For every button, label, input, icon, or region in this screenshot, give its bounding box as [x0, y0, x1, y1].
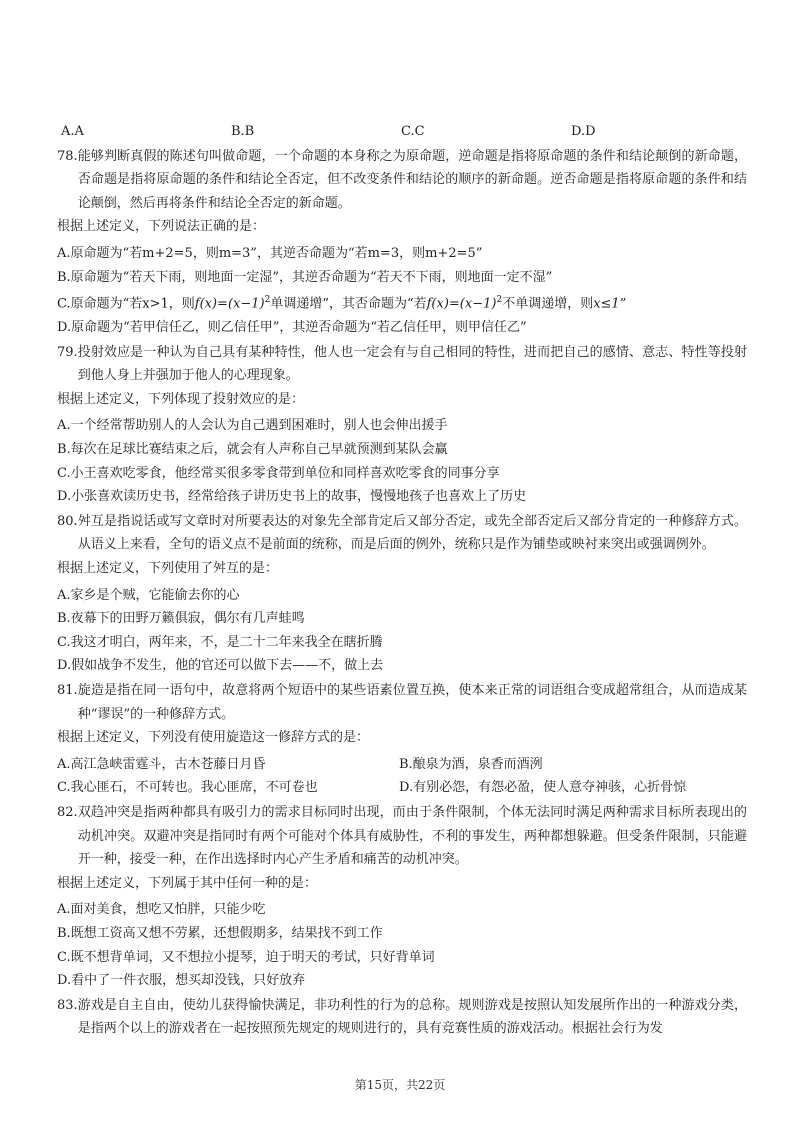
question-text: 78.能够判断真假的陈述句叫做命题，一个命题的本身称之为原命题，逆命题是指将原命题的条件和结论颠倒的新命题，否命题是指将原命题的条件和结论全否定，但不改变条件和结论的顺序的新命题。逆否命题是指将原命题的条件和结论颠倒，然后再将条件和结论全否定的新命题。: [57, 148, 747, 211]
question-80: [57, 510, 747, 678]
option-b: B.原命题为“若天下雨，则地面一定湿”，其逆否命题为“若天不下雨，则地面一定不湿”: [57, 269, 553, 285]
page-content: [57, 120, 747, 1042]
option-c: C.C: [401, 124, 425, 139]
option-a: A.面对美食，想吃又怕胖，只能少吃: [57, 902, 266, 918]
formula: f(x)=(x−1): [194, 296, 265, 312]
question-text: 82.双趋冲突是指两种都具有吸引力的需求目标同时出现，而由于条件限制，个体无法同时满足两种需求目标所表现出的动机冲突。双避冲突是指同时有两个可能对个体具有威胁性，不利的事发生，两种都想躲避。但受条件限制，只能避开一种，接受一种，在作出选择时内心产生矛盾和痛苦的动机冲突。: [57, 804, 747, 868]
question-text: 79.投射效应是一种认为自己具有某种特性，他人也一定会有与自己相同的特性，进而把自己的感情、意志、特性等投射到他人身上并强加于他人的心理现象。: [57, 344, 747, 384]
question-stem: 根据上述定义，下列没有使用旋造这一修辞方式的是：: [57, 730, 370, 746]
page-number: 第15页，共22页: [354, 1078, 446, 1092]
option-d: D.有别必怨，有怨必盈，使人意夺神骇，心折骨惊: [399, 780, 687, 796]
question-82: [57, 801, 747, 993]
option-d: D.原命题为“若甲信任乙，则乙信任甲”，其逆否命题为“若乙信任甲，则甲信任乙”: [57, 320, 527, 336]
option-d: D.D: [571, 124, 596, 139]
option-a: A.高江急峡雷霆斗，古木苍藤日月昏: [57, 756, 266, 772]
question-81: [57, 679, 747, 800]
option-a: A.家乡是个贼，它能偷去你的心: [57, 587, 240, 603]
option-c: C.既不想背单词，又不想拉小提琴，迫于明天的考试，只好背单词: [57, 949, 435, 965]
option-c: C.我心匪石，不可转也。我心匪席，不可卷也: [57, 780, 318, 796]
question-text: 83.游戏是自主自由，使幼儿获得愉快满足，非功利性的行为的总称。规则游戏是按照认知发展所作出的一种游戏分类，是指两个以上的游戏者在一起按照预先规定的规则进行的，具有竞赛性质的游戏活动。根据社会行为发: [57, 997, 747, 1037]
option-a: A.一个经常帮助别人的人会认为自己遇到困难时，别人也会伸出援手: [57, 418, 448, 434]
question-text: 80.舛互是指说话或写文章时对所要表达的对象先全部肯定后又部分否定，或先全部否定后又部分肯定的一种修辞方式。从语义上来看，全句的语义点不是前面的统称，而是后面的例外，统称只是作为铺垫或映衬来突出或强调例外。: [57, 513, 747, 553]
option-d: D.看中了一件衣服，想买却没钱，只好放弃: [57, 973, 306, 989]
option-c: C.我这才明白，两年来，不，是二十二年来我全在瞎折腾: [57, 634, 383, 650]
question-text: 81.旋造是指在同一语句中，故意将两个短语中的某些语素位置互换，使本来正常的词语组合变成超常组合，从而造成某种“谬误”的一种修辞方式。: [57, 682, 747, 722]
option-d: D.小张喜欢读历史书，经常给孩子讲历史书上的故事，慢慢地孩子也喜欢上了历史: [57, 489, 527, 505]
option-b: B.既想工资高又想不劳累，还想假期多，结果找不到工作: [57, 925, 383, 941]
question-stem: 根据上述定义，下列体现了投射效应的是：: [57, 391, 305, 407]
previous-question-options: [57, 120, 747, 144]
option-c: C.原命题为“若x>1，则$f(x)=(x-1)^2$单调递增”，其否命题为“若$f(x)=(x-1)^2$不单调递增，则x≤1”: [57, 295, 627, 312]
question-79: [57, 341, 747, 509]
option-b: B.B: [231, 124, 255, 139]
option-c: C.小王喜欢吃零食，他经常买很多零食带到单位和同样喜欢吃零食的同事分享: [57, 465, 500, 481]
question-stem: 根据上述定义，下列说法正确的是：: [57, 219, 266, 235]
option-d: D.假如战争不发生，他的官还可以做下去——不，做上去: [57, 658, 384, 674]
options-grid: [57, 753, 747, 800]
question-stem: 根据上述定义，下列属于其中任何一种的是：: [57, 875, 318, 891]
question-83: [57, 994, 747, 1041]
formula: x≤1: [593, 296, 620, 312]
formula: f(x)=(x−1): [426, 296, 497, 312]
option-b: B.每次在足球比赛结束之后，就会有人声称自己早就预测到某队会赢: [57, 442, 448, 458]
option-b: B.夜幕下的田野万籁俱寂，偶尔有几声蛙鸣: [57, 611, 305, 627]
option-b: B.酿泉为酒，泉香而酒洌: [399, 756, 543, 772]
option-a: A.原命题为“若m+2=5，则m=3”，其逆否命题为“若m=3，则m+2=5”: [57, 245, 483, 261]
question-stem: 根据上述定义，下列使用了舛互的是：: [57, 561, 279, 577]
question-78: [57, 145, 747, 340]
option-a: A.A: [61, 124, 84, 139]
